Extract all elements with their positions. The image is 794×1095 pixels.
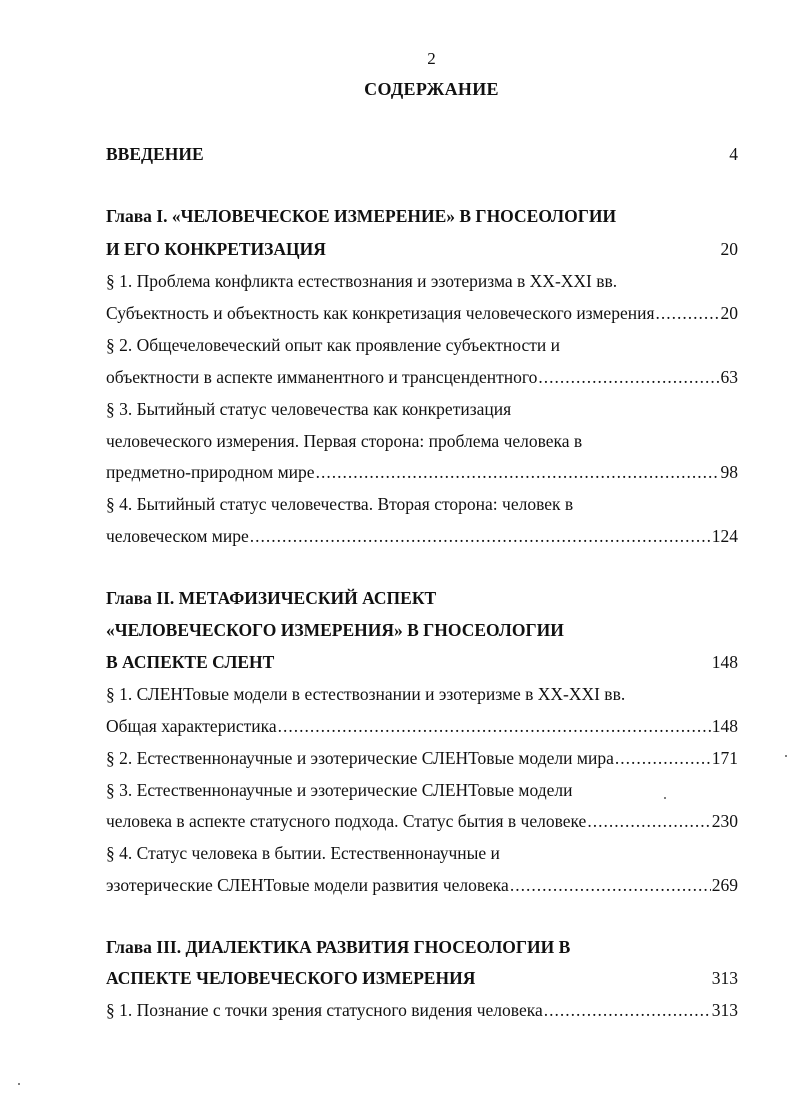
chapter-3-title-line-1: Глава III. ДИАЛЕКТИКА РАЗВИТИЯ ГНОСЕОЛОГИИ В — [106, 937, 571, 957]
ch1-sec1-line-2 — [106, 301, 738, 325]
dot-leader — [544, 998, 711, 1022]
ch1-sec1-page: 20 — [720, 303, 738, 323]
page-number: 2 — [427, 49, 436, 68]
ch2-sec1-text: Общая характеристика — [106, 716, 277, 736]
ch1-sec3-text: предметно-природном мире — [106, 462, 315, 482]
ch2-sec4-line-1: § 4. Статус человека в бытии. Естественнонаучные и — [106, 843, 500, 863]
chapter-2-title-line-3 — [106, 650, 738, 674]
ch1-sec3-line-1: § 3. Бытийный статус человечества как конкретизация — [106, 399, 512, 419]
chapter-1-page: 20 — [720, 239, 738, 259]
ch3-sec1-line-1 — [106, 998, 738, 1022]
dot-leader — [250, 524, 711, 548]
ch2-sec1-page: 148 — [711, 716, 738, 736]
ch2-sec3-line-2 — [106, 809, 738, 833]
toc-intro-label: ВВЕДЕНИЕ — [106, 144, 204, 164]
dot-leader — [656, 301, 720, 325]
dot-leader — [538, 365, 719, 389]
chapter-3-page: 313 — [711, 968, 738, 988]
chapter-3-title-line-2 — [106, 966, 738, 990]
ch2-sec2-line-1 — [106, 746, 738, 770]
chapter-2-title-text: В АСПЕКТЕ СЛЕНТ — [106, 652, 275, 672]
page-title: СОДЕРЖАНИЕ — [364, 79, 499, 99]
ch2-sec2-text: § 2. Естественнонаучные и эзотерические СЛЕНТовые модели мира — [106, 748, 614, 768]
ch2-sec4-line-2 — [106, 873, 738, 897]
dot-leader — [587, 809, 710, 833]
ch1-sec4-line-1: § 4. Бытийный статус человечества. Вторая сторона: человек в — [106, 494, 574, 514]
toc-intro — [106, 142, 738, 166]
ch3-sec1-page: 313 — [711, 1000, 738, 1020]
ch2-sec1-line-1: § 1. СЛЕНТовые модели в естествознании и эзотеризме в XX-XXI вв. — [106, 684, 626, 704]
chapter-3-title-text: АСПЕКТЕ ЧЕЛОВЕЧЕСКОГО ИЗМЕРЕНИЯ — [106, 968, 476, 988]
ch1-sec2-line-1: § 2. Общечеловеческий опыт как проявление субъектности и — [106, 335, 560, 355]
ch1-sec2-page: 63 — [720, 367, 738, 387]
ch1-sec3-line-2: человеческого измерения. Первая сторона: проблема человека в — [106, 431, 583, 451]
scan-speck — [785, 755, 787, 757]
ch1-sec1-text: Субъектность и объектность как конкретизация человеческого измерения — [106, 303, 655, 323]
chapter-1-title-line-1: Глава I. «ЧЕЛОВЕЧЕСКОЕ ИЗМЕРЕНИЕ» В ГНОСЕОЛОГИИ — [106, 206, 617, 226]
scan-speck — [18, 1083, 20, 1085]
ch2-sec4-page: 269 — [711, 875, 738, 895]
ch1-sec1-line-1: § 1. Проблема конфликта естествознания и эзотеризма в XX-XXI вв. — [106, 271, 618, 291]
chapter-2-title-line-1: Глава II. МЕТАФИЗИЧЕСКИЙ АСПЕКТ — [106, 588, 437, 608]
chapter-2-page: 148 — [711, 652, 738, 672]
scan-speck — [664, 797, 666, 799]
ch1-sec3-line-3 — [106, 460, 738, 484]
ch2-sec3-page: 230 — [711, 811, 738, 831]
dot-leader — [316, 460, 720, 484]
chapter-1-title-line-2 — [106, 237, 738, 261]
ch2-sec3-text: человека в аспекте статусного подхода. Статус бытия в человеке — [106, 811, 587, 831]
ch1-sec4-text: человеческом мире — [106, 526, 249, 546]
ch2-sec3-line-1: § 3. Естественнонаучные и эзотерические СЛЕНТовые модели — [106, 780, 573, 800]
dot-leader — [510, 873, 711, 897]
ch1-sec2-line-2 — [106, 365, 738, 389]
ch1-sec2-text: объектности в аспекте имманентного и трансцендентного — [106, 367, 538, 387]
ch2-sec2-page: 171 — [711, 748, 738, 768]
ch1-sec4-page: 124 — [711, 526, 738, 546]
ch2-sec4-text: эзотерические СЛЕНТовые модели развития человека — [106, 875, 509, 895]
ch1-sec3-page: 98 — [720, 462, 738, 482]
dot-leader — [278, 714, 711, 738]
ch3-sec1-text: § 1. Познание с точки зрения статусного видения человека — [106, 1000, 543, 1020]
chapter-1-title-text: И ЕГО КОНКРЕТИЗАЦИЯ — [106, 239, 326, 259]
dot-leader — [615, 746, 711, 770]
chapter-2-title-line-2: «ЧЕЛОВЕЧЕСКОГО ИЗМЕРЕНИЯ» В ГНОСЕОЛОГИИ — [106, 620, 564, 640]
ch1-sec4-line-2 — [106, 524, 738, 548]
ch2-sec1-line-2 — [106, 714, 738, 738]
toc-intro-page: 4 — [729, 144, 738, 164]
